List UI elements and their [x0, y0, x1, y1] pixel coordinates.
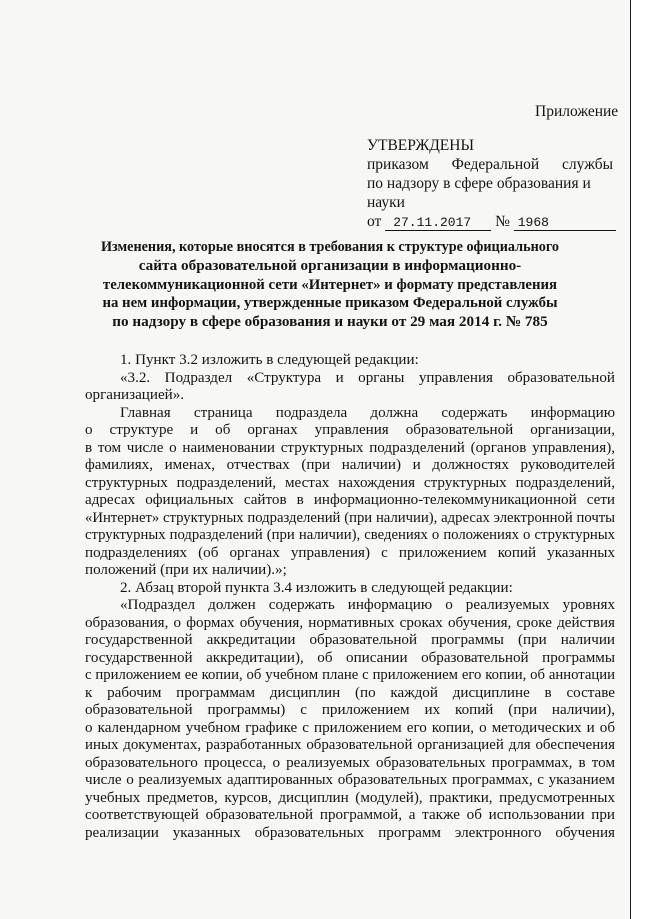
order-date: 27.11.2017	[385, 216, 491, 231]
body-line: структурных подразделений, местах нахождения структурных подразделений,	[85, 474, 615, 491]
body-line: соответствующей образовательной программой, а также об использовании при	[85, 807, 615, 823]
title-line: по надзору в сфере образования и науки от 29 мая 2014 г. № 785	[112, 313, 548, 331]
body-line: о структуре и об органах управления образовательной организации,	[85, 422, 615, 438]
title-line: сайта образовательной организации в информационно-	[138, 256, 522, 274]
body-line: к рабочим программам дисциплин (по каждой дисциплине в составе	[85, 684, 615, 701]
appendix-label: Приложение	[535, 103, 619, 120]
order-number: 1968	[514, 216, 616, 231]
title-line: на нем информации, утвержденные приказом Федеральной службы	[102, 295, 558, 312]
body-line: иных документах, разработанных образовательной организацией для обеспечения	[85, 737, 615, 753]
order-date-number-line	[367, 212, 613, 231]
body-line: Главная страница подраздела должна содержать информацию	[120, 404, 615, 421]
body-line: «Подраздел должен содержать информацию о реализуемых уровнях	[120, 597, 615, 613]
body-line: адресах официальных сайтов в информационно-телекоммуникационной сети	[85, 492, 615, 508]
body-line: «Интернет» структурных подразделений (при наличии), адресах электронной почты	[85, 509, 615, 526]
order-number-label: №	[495, 213, 510, 230]
body-line: с приложением ее копии, об учебном плане с приложением его копии, об аннотации	[85, 667, 615, 683]
order-from-label: от	[367, 213, 382, 230]
body-line: образовательной программы) с приложением их копий (при наличии),	[85, 702, 615, 718]
body-line: положений (при их наличии).»;	[85, 562, 287, 578]
body-line: структурных подразделений (при наличии), сведениях о положениях о структурных	[85, 527, 615, 543]
body-line: организацией».	[85, 387, 185, 403]
body-line: государственной аккредитации), об описании образовательной программы	[85, 649, 615, 666]
page-edge	[630, 0, 650, 919]
title-line: телекоммуникационной сети «Интернет» и формату представления	[102, 276, 558, 293]
document-body	[85, 352, 615, 842]
body-line: 1. Пункт 3.2 изложить в следующей редакции:	[120, 352, 419, 368]
body-line: подразделениях (об органах управления) с приложением копий указанных	[85, 544, 615, 561]
body-line: образовательного процесса, о реализуемых образовательных программах, в том	[85, 754, 615, 771]
title-line: Изменения, которые вносятся в требования к структуре официального	[100, 239, 560, 255]
body-line: в том числе о наименовании структурных подразделений (органов управления),	[85, 439, 615, 456]
order-line-2: по надзору в сфере образования и науки	[367, 175, 591, 211]
approved-label: УТВЕРЖДЕНЫ	[367, 137, 474, 154]
approval-block	[367, 136, 613, 231]
body-line: реализации указанных образовательных программ электронного обучения	[85, 824, 615, 841]
body-line: о календарном учебном графике с приложением его копии, о методических и об	[85, 719, 615, 736]
body-line: образования, о формах обучения, нормативных сроках обучения, сроке действия	[85, 614, 615, 631]
body-line: «3.2. Подраздел «Структура и органы управления образовательной	[120, 369, 615, 386]
document-title	[100, 238, 560, 332]
body-line: числе о реализуемых адаптированных образовательных программах, с указанием	[85, 772, 615, 788]
body-line: учебных предметов, курсов, дисциплин (модулей), практики, предусмотренных	[85, 789, 615, 806]
body-line: 2. Абзац второй пункта 3.4 изложить в следующей редакции:	[120, 579, 513, 596]
order-line-1: приказом Федеральной службы	[367, 156, 613, 173]
body-line: фамилиях, именах, отчествах (при наличии) и должностях руководителей	[85, 457, 615, 473]
body-line: государственной аккредитации образовательной программы (при наличии	[85, 632, 615, 648]
